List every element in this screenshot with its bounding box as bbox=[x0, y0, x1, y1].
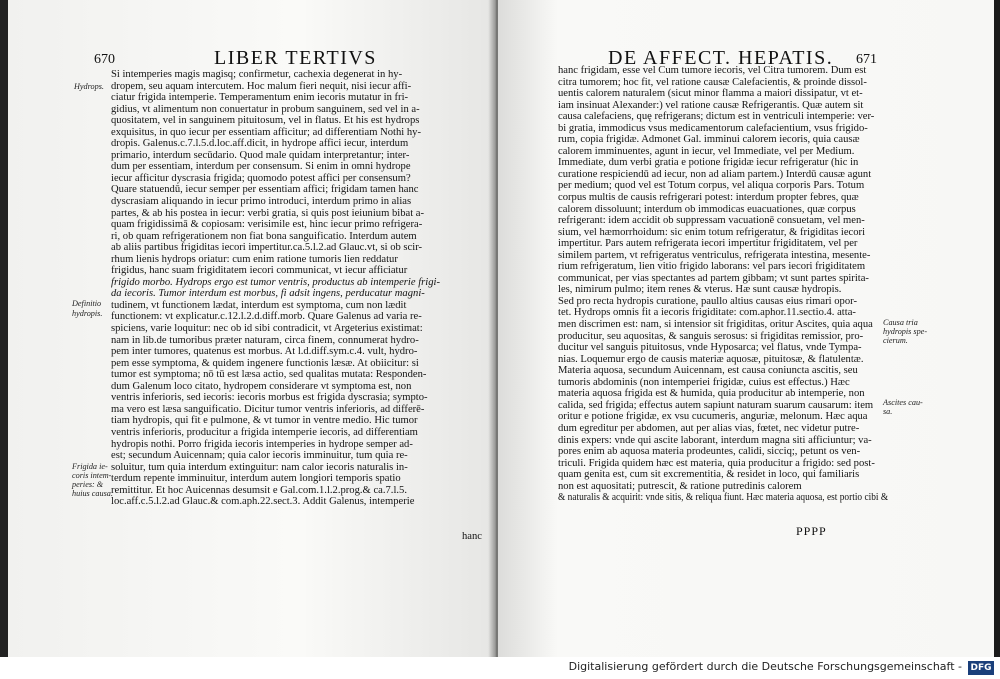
text-line: tudinem, vt functionem lædat, interdum est symptoma, cum non lædit bbox=[111, 299, 407, 311]
text-line: Immediate, dum verbi gratia e potione frigidæ iecur refrigeratur (hic in bbox=[558, 157, 859, 169]
text-line: ventris inferioris, producitur a frigida intemperie iecoris, ad differentiam bbox=[111, 426, 418, 438]
text-line: dropem, seu aquam intercutem. Hoc malum fieri nequit, nisi iecur affi- bbox=[111, 80, 412, 92]
text-line: calida, sed frigida; effectus autem sapiunt naturam suarum causarum: item bbox=[558, 399, 874, 411]
text-line: terdum repente imminuitur, interdum autem longiori temporis spatio bbox=[111, 473, 401, 485]
text-line: producitur, seu aquositas, & sanguis serosus: si frigiditas remissior, pro- bbox=[558, 330, 864, 342]
text-line: similem partem, vt refrigeratus ventriculus, refrigerata intestina, mesente- bbox=[558, 249, 871, 261]
margin-note-sa: sa. bbox=[883, 407, 893, 416]
text-line: iecur afficitur dyscrasia frigida; quomodo potest affici per consensum? bbox=[111, 172, 411, 184]
text-line: les, nimirum pulmo; item renes & vterus. Hæ sunt causæ hydropis. bbox=[558, 284, 842, 296]
text-line: tet. Hydrops omnis fit a iecoris frigiditate: com.aphor.11.sectio.4. atta- bbox=[558, 307, 856, 319]
left-page bbox=[8, 0, 494, 657]
text-line: da iecoris. Tumor interdum est morbus, fi adsit ingens, perducatur magni- bbox=[111, 288, 425, 300]
left-page-body bbox=[111, 69, 483, 508]
margin-note-causa: huius causa. bbox=[72, 489, 113, 498]
running-head-left: LIBER TERTIVS bbox=[214, 47, 377, 69]
text-line: men discrimen est: nam, si intensior sit frigiditas, oritur Ascites, quia aqua bbox=[558, 319, 873, 331]
text-line: dum per essentiam, interdum per consensum. Si enim in omni hydrope bbox=[111, 161, 411, 173]
text-line: rum, copia frigidæ. Admonet Gal. imminui calorem iecoris, quia causæ bbox=[558, 134, 860, 146]
text-line: nias. Loquemur ergo de causis materiæ aquosæ, pituitosæ, & flatulentæ. bbox=[558, 353, 864, 365]
text-line: ma vero est læsa sanguificatio. Dicitur tumor ventris inferioris, ad differē- bbox=[111, 403, 425, 415]
book-edge-right bbox=[994, 0, 1000, 657]
margin-note-causa-tria: Causa tria bbox=[883, 318, 918, 327]
text-line: Materia aquosa, secundum Auicennam, est causa coniuncta ascitis, seu bbox=[558, 365, 858, 377]
text-line: remittitur. Et hoc Auicennas desumsit e Gal.com.1.l.2.prog.& ca.7.l.5. bbox=[111, 484, 407, 496]
right-page-body bbox=[558, 65, 888, 504]
text-line: refrigerant: idem accidit ob suppressam vacuationē consuetam, vel men- bbox=[558, 215, 865, 227]
text-line: est; secundum Auicennam; quia calor iecoris imminuitur, tum quia re- bbox=[111, 450, 408, 462]
text-line: communicat, per vias spectantes ad partem gibbam; vt sunt partes spirita- bbox=[558, 272, 869, 284]
text-line: pores enim ab aquosa materia prodeuntes, calidi, sicciq;, petunt os ven- bbox=[558, 446, 861, 458]
text-line: ri, ob quam refrigerationem non fiat bona sanguificatio. Interdum autem bbox=[111, 230, 417, 242]
text-line: Si intemperies magis magisq; confirmetur, cachexia degenerat in hy- bbox=[111, 69, 403, 80]
text-line: ciatur frigida intemperie. Temperamentum enim iecoris mutatur in fri- bbox=[111, 92, 409, 104]
text-line: pem inter tumores, quatenus est morbus. At l.d.diff.sym.c.4. vult, hydro- bbox=[111, 346, 418, 358]
text-line: partes, & ab his postea in iecur: verbi gratia, si quis post ieiunium bibat a- bbox=[111, 207, 425, 219]
text-line: ventris inferioris, sed iecoris: iecoris morbus est frigida dyscrasia; sympto- bbox=[111, 392, 428, 404]
text-line: dropis. Galenus.c.7.l.5.d.loc.aff.dicit, in hydrope affici iecur, interdum bbox=[111, 138, 409, 150]
catchword-left: hanc bbox=[462, 531, 482, 542]
margin-note-cierum: cierum. bbox=[883, 336, 908, 345]
text-line: primario, interdum secūdario. Quod male quidam interpretantur; inter- bbox=[111, 149, 410, 161]
text-line: dum Galenum loco citato, hydropem considerare vt symptoma est, non bbox=[111, 380, 412, 392]
text-line: tumor est symptoma; nō tū est læsa actio, sed qualitas mutata: Responden- bbox=[111, 369, 427, 381]
text-line: bi gratia, immodicus vsus medicamentorum calefacientium, vsus frigido- bbox=[558, 122, 868, 134]
text-line: quam genita est, cum sit excrementitia, & residet in loco, qui familiaris bbox=[558, 469, 860, 481]
text-line: exquisitus, in quo iecur per essentiam afficitur; ad differentiam Nothi hy- bbox=[111, 126, 421, 138]
text-line: iam insinuat Alexander:) vel ratione causæ Refrigerantis. Quæ autem sit bbox=[558, 99, 864, 111]
text-line: uentis calorem naturalem (sicut minor flamma a maiori dissipatur, vt et- bbox=[558, 88, 863, 100]
text-line: ab aliis partibus frigiditas iecori impertitur.ca.5.l.2.ad Glauc.vt, si ob scir- bbox=[111, 242, 423, 254]
text-line: calorem dissoluunt; interdum ob immodicas euacuationes, quæ corpus bbox=[558, 203, 856, 215]
text-line: gidius, vt alimentum non conuertatur in probum sanguinem, sed vel in a- bbox=[111, 103, 420, 115]
margin-note-hydropis: hydropis. bbox=[72, 309, 103, 318]
text-line: nam in lib.de tumoribus præter naturam, circa finem, connumerat hydro- bbox=[111, 334, 419, 346]
text-line: dum egreditur per abdomen, aut per alias vias, fœtet, nec videtur putre- bbox=[558, 422, 860, 434]
footer-bar bbox=[0, 657, 1000, 679]
margin-note-peries: peries: & bbox=[72, 480, 104, 489]
text-line: quositatem, vel in sanguinem pituitosum, vel in flatus. Et his est hydrops bbox=[111, 115, 420, 127]
margin-note-ascites: Ascites cau- bbox=[883, 398, 923, 407]
text-line: loc.aff.c.5.l.2.ad Glauc.& com.aph.22.sect.3. Addit Galenus, intemperie bbox=[111, 496, 415, 508]
text-line: dyscrasiam aliquando in iecur primo introduci, interdum primo in alias bbox=[111, 196, 412, 208]
margin-note-frigida: Frigida ie- bbox=[72, 462, 108, 471]
text-line: ducitur vel sanguis pituitosus, vnde Hyposarca; vel flatus, vnde Tympa- bbox=[558, 342, 862, 354]
text-line: rhum lienis hydrops oriatur: cum enim ratione tumoris lien reddatur bbox=[111, 253, 398, 265]
text-line: spiciens, varie loquitur: nec ob id sibi contradicit, vt Argeterius existimat: bbox=[111, 323, 423, 335]
funding-notice: Digitalisierung gefördert durch die Deutsche Forschungsgemeinschaft - bbox=[568, 660, 962, 673]
text-line: soluitur, tum quia interdum extinguitur: nam calor iecoris naturalis in- bbox=[111, 461, 408, 473]
text-line: triculi. Frigida quidem hæc est materia, quia producitur a frigido: sed post- bbox=[558, 457, 875, 469]
text-line: per medium; quod vel est Totum corpus, vel aliqua corporis Pars. Totum bbox=[558, 180, 865, 192]
text-line: frigidus, hanc suam frigiditatem iecori communicat, vt iecur afficiatur bbox=[111, 265, 408, 277]
text-line: non est aquositati; putrescit, & ratione putredinis calorem bbox=[558, 480, 802, 492]
text-line: citra tumorem; hoc fit, vel ratione causæ Calefacientis, & proinde dissol- bbox=[558, 76, 867, 88]
text-line: sium, vel hæmorrhoidum: sic enim totum refrigeratur, & frigiditas iecori bbox=[558, 226, 866, 238]
book-edge-left bbox=[0, 0, 8, 657]
page-number-right: 671 bbox=[856, 52, 877, 67]
page-number-left: 670 bbox=[94, 52, 115, 67]
margin-note-definitio: Definitio bbox=[72, 299, 102, 308]
text-line: pem esse symptoma, & quidem ingenere functionis læsæ. At obiicitur: si bbox=[111, 357, 419, 369]
text-line: rium refrigeratum, lien vitio frigido laborans: vel pars iecori frigiditatem bbox=[558, 261, 866, 273]
right-page bbox=[498, 0, 995, 657]
text-line: causa calefaciens, quę refrigerans; dictum est in ventriculi intemperie: ver- bbox=[558, 111, 875, 123]
running-head-right: DE AFFECT. HEPATIS. bbox=[608, 47, 834, 69]
text-line: calorem imminuentes, agunt in iecur, vel Immediate, vel per Medium. bbox=[558, 145, 855, 157]
text-line: Quare statuendū, iecur semper per essentiam affici; frigidam tamen hanc bbox=[111, 184, 419, 196]
text-line: dinis expers: vnde qui ascite laborant, interdum magna siti afficiuntur; va- bbox=[558, 434, 872, 446]
text-line: materia aquosa frigida est & humida, quia producitur ab intemperie, non bbox=[558, 388, 865, 400]
margin-note-hydrops: Hydrops. bbox=[74, 82, 104, 91]
text-line: corpus multis de causis refrigerari potest: interdum propter febres, quæ bbox=[558, 192, 859, 204]
dfg-logo: DFG bbox=[968, 661, 994, 675]
margin-note-coris: coris intem- bbox=[72, 471, 112, 480]
text-line: tumoris abdominis (non intemperiei frigidæ, cuius est effectus.) Hæc bbox=[558, 376, 850, 388]
text-line: hanc frigidam, esse vel Cum tumore iecoris, vel Citra tumorem. Dum est bbox=[558, 65, 867, 76]
signature-mark: PPPP bbox=[796, 524, 827, 538]
text-line: Sed pro recta hydropis curatione, paullo altius causas eius rimari opor- bbox=[558, 295, 857, 307]
text-line: impertitur. Pars autem refrigerata iecori impertitur frigiditatem, vel per bbox=[558, 238, 858, 250]
text-line: hydropis nothi. Porro frigida iecoris intemperies in hydrope semper ad- bbox=[111, 438, 413, 450]
text-line: frigido morbo. Hydrops ergo est tumor ventris, productus ab intemperie frigi- bbox=[111, 276, 440, 288]
text-line: functionem: vt explicatur.c.12.l.2.d.diff.morb. Quare Galenus ad varia re- bbox=[111, 311, 422, 323]
text-line: oritur e potione frigidæ, ex vsu cucumeris, anguriæ, melonum. Hæc aqua bbox=[558, 411, 868, 423]
text-line: curatione respiciendū ad iecur, non ad aliam partem.) Interdū causæ agunt bbox=[558, 168, 872, 180]
margin-note-hydropis-spe: hydropis spe- bbox=[883, 327, 928, 336]
text-line: & naturalis & acquirit: vnde sitis, & reliqua fiunt. Hæc materia aquosa, est portio cibi & bbox=[558, 492, 889, 504]
text-line: tiam hydropis, qui fit e pulmone, & vt tumor in ventre medio. Hic tumor bbox=[111, 415, 418, 427]
text-line: quam frigidissimā & copiosam: verisimile est, hinc iecur primo refrigera- bbox=[111, 219, 423, 231]
